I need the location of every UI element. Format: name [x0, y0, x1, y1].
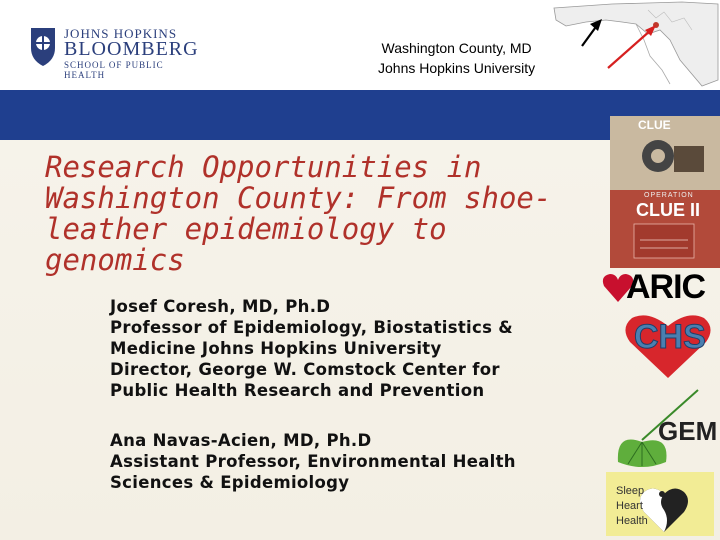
- gem-study-logo: [612, 382, 720, 472]
- presenter-1-line-5: Public Health Research and Prevention: [110, 381, 485, 400]
- aric-study-logo: [600, 268, 720, 306]
- clue-ii-panel-icon: [610, 190, 720, 268]
- presenter-1-line-3: Medicine Johns Hopkins University: [110, 339, 442, 358]
- location-caption: [378, 38, 535, 78]
- clue-label: CLUE: [638, 118, 671, 132]
- title-line-3: leather epidemiology to: [45, 212, 447, 246]
- chs-study-logo: [616, 308, 720, 380]
- sleep-label-2: Heart: [616, 500, 643, 512]
- location-line-1: Washington County, MD: [381, 40, 532, 56]
- presenter-1-line-4: Director, George W. Comstock Center for: [110, 360, 500, 379]
- slide-title: [45, 152, 615, 276]
- jhsph-logo: [28, 26, 199, 80]
- presenter-1-name: Josef Coresh, MD, Ph.D: [110, 297, 331, 316]
- logo-line-3: SCHOOL OF PUBLIC HEALTH: [64, 60, 164, 80]
- presenter-2-line-3: Sciences & Epidemiology: [110, 473, 350, 492]
- university-shield-icon: [28, 26, 58, 68]
- clue-ii-study-logo: [610, 190, 720, 268]
- aric-label: ARIC: [626, 268, 706, 306]
- presenter-1-line-2: Professor of Epidemiology, Biostatistics &: [110, 318, 513, 337]
- location-line-2: Johns Hopkins University: [378, 60, 536, 76]
- clue-badge-icon: [610, 116, 720, 190]
- sleep-label-1: Sleep: [616, 485, 645, 497]
- title-line-1: Research Opportunities in: [45, 150, 482, 184]
- presenter-block-2: [110, 430, 590, 493]
- gem-label: GEM: [658, 416, 718, 446]
- title-line-4: genomics: [45, 243, 185, 277]
- logo-line-2: BLOOMBERG: [64, 38, 199, 60]
- clue-ii-top-label: OPERATION: [644, 192, 694, 199]
- presenter-2-line-2: Assistant Professor, Environmental Health: [110, 452, 516, 471]
- presenter-block-1: [110, 296, 590, 401]
- sleep-heart-health-logo: [606, 472, 714, 536]
- logo-line-1: JOHNS HOPKINS: [64, 26, 178, 41]
- sleep-label-3: Health: [616, 515, 648, 527]
- chs-label: CHS: [634, 318, 706, 356]
- presenter-2-name: Ana Navas-Acien, MD, Ph.D: [110, 431, 372, 450]
- clue-study-logo: [610, 116, 720, 190]
- clue-ii-label: CLUE II: [636, 200, 701, 220]
- maryland-map-icon: [552, 0, 720, 88]
- title-line-2: Washington County: From shoe-: [45, 181, 552, 215]
